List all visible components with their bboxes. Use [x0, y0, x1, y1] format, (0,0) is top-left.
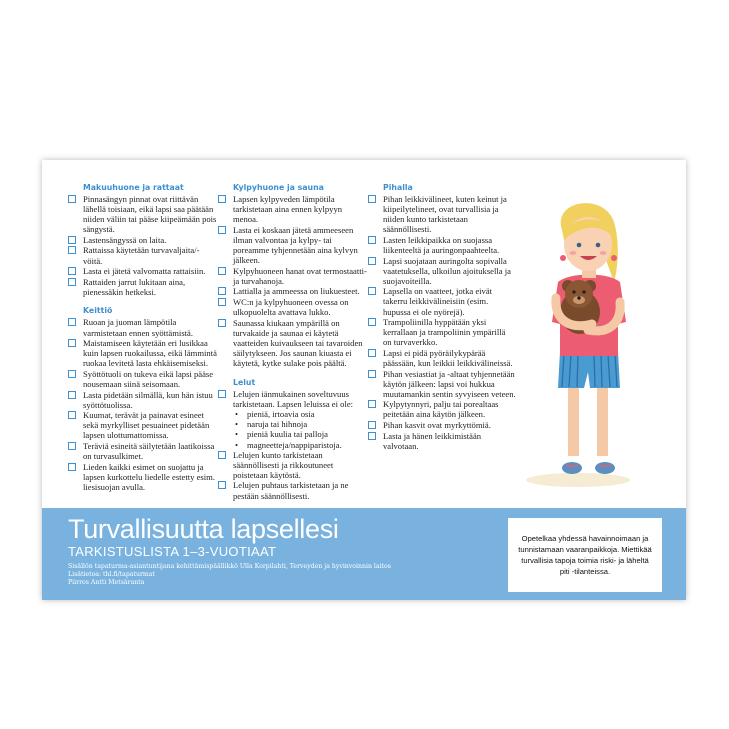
checkbox-icon: [218, 298, 226, 306]
item-text: Teräviä esineitä säilytetään laatikoissa on turvasulkimet.: [83, 441, 215, 462]
checklist-item: [218, 318, 368, 368]
checklist-item: [368, 399, 516, 419]
item-text: Lapsella on vaatteet, jotka eivät takerru leikkivälineisiin (esim. hupussa ei ole nyörejä).: [383, 286, 493, 317]
section-title-kitchen: Keittiö: [83, 306, 113, 316]
girl-with-teddy-bear-icon: [522, 190, 646, 490]
checkbox-icon: [218, 267, 226, 275]
checklist-item: [68, 194, 218, 234]
item-text: Lapsi ei pidä pyöräilykypärää päässään, kun leikkii leikkivälineissä.: [383, 347, 513, 368]
item-text: Lelujen iänmukainen soveltuvuus tarkistetaan. Lapsen leluissa ei ole:: [233, 388, 354, 409]
column-1: [68, 182, 218, 493]
item-text: Lasten leikkipaikka on suojassa liikenteeltä ja auringonpaahteelta.: [383, 234, 500, 255]
checklist-item: [218, 286, 368, 296]
item-text: Rattaiden jarrut lukitaan aina, pienessäkin hetkeksi.: [83, 276, 186, 297]
credit-line: Sisällön tapaturma-asiantuntijana kehittämispäällikkö Ulla Korpilahti, Terveyden ja hyvinvoinnin laitos: [68, 563, 391, 570]
checklist-item: [368, 317, 516, 347]
checklist-item: [68, 441, 218, 461]
list-item: • naruja tai hihnoja: [233, 419, 368, 429]
checklist-item: [218, 480, 368, 500]
checkbox-icon: [218, 319, 226, 327]
item-text: Pihan vesiastiat ja -altaat tyhjennetään käytön jälkeen: lapsi voi hukkua muutamankin sentin syvyiseen veteen.: [383, 368, 516, 399]
checklist-item: [68, 410, 218, 440]
item-text: Rattaissa käytetään turvavaljaita/-vöitä.: [83, 245, 200, 266]
checklist-item: [368, 348, 516, 368]
checkbox-icon: [368, 236, 376, 244]
section-title-bathroom: Kylpyhuone ja sauna: [233, 183, 324, 192]
checkbox-icon: [68, 195, 76, 203]
checkbox-icon: [68, 391, 76, 399]
list-item: • pieniä kuulia tai palloja: [233, 429, 368, 439]
credit-line: Piirros Antti Metsäranta: [68, 579, 145, 586]
checklist-item: [68, 245, 218, 265]
checklist-item: [368, 431, 516, 451]
item-text: Syöttötuoli on tukeva eikä lapsi pääse nousemaan siinä seisomaan.: [83, 368, 214, 389]
checklist-item: [68, 277, 218, 297]
checkbox-icon: [368, 432, 376, 440]
checkbox-icon: [218, 195, 226, 203]
checklist-item: [218, 297, 368, 317]
checklist-item: [68, 390, 218, 410]
item-text: Pihan leikkivälineet, kuten keinut ja kiipeilytelineet, ovat turvallisia ja niiden kunto tarkistetaan säännöllisesti.: [383, 194, 507, 235]
toy-hazard-list: [218, 409, 368, 449]
section-title-bedroom: Makuuhuone ja rattaat: [83, 183, 184, 192]
section-title-toys: Lelut: [233, 377, 256, 387]
column-3: [368, 182, 516, 451]
item-text: WC:n ja kylpyhuoneen ovessa on ulkopuolelta avattava lukko.: [233, 296, 349, 318]
checkbox-icon: [68, 442, 76, 450]
checkbox-icon: [68, 236, 76, 244]
checklist-item: [68, 338, 218, 368]
checklist-item: [68, 462, 218, 492]
checkbox-icon: [68, 318, 76, 326]
column-2: [218, 182, 368, 501]
checklist-item: [68, 235, 218, 245]
checklist-item: [368, 369, 516, 399]
checklist-item: [218, 389, 368, 409]
checkbox-icon: [68, 370, 76, 378]
checkbox-icon: [218, 287, 226, 295]
checklist-item: [368, 420, 516, 430]
checklist-item: [218, 266, 368, 286]
checklist-item: [68, 317, 218, 337]
checklist-item: [68, 266, 218, 276]
item-text: Pinnasängyn pinnat ovat riittävän lähellä toisiaan, eikä lapsi saa päätään niiden väliin tai pääse kiipeämään pois sängystä.: [83, 194, 217, 235]
item-text: Kylpytynnyri, palju tai porealtaas peitetään aina käytön jälkeen.: [383, 399, 499, 420]
checkbox-icon: [368, 318, 376, 326]
checklist-item: [68, 369, 218, 389]
section-title-yard: Pihalla: [383, 183, 413, 192]
item-text: Lelujen kunto tarkistetaan säännöllisesti ja rikkoutuneet poistetaan käytöstä.: [233, 449, 334, 480]
item-text: Lapsi suojataan auringolta sopivalla vaatetuksella, ulkoilun ajoituksella ja suojavoiteilla.: [383, 255, 511, 286]
checklist-item: [368, 235, 516, 255]
checkbox-icon: [218, 481, 226, 489]
item-text: Lelujen puhtaus tarkistetaan ja ne pestään säännöllisesti.: [233, 480, 349, 501]
checklist-item: [368, 194, 516, 234]
checklist-item: [218, 450, 368, 480]
item-text: Lieden kaikki esimet on suojattu ja lapsen kurkottelu liedelle estetty esim. liesisuojan avulla.: [83, 461, 215, 492]
item-text: Trampoliinilla hyppätään yksi kerrallaan ja trampoliinin ympärillä on turvaverkko.: [383, 317, 506, 348]
checklist-item: [368, 256, 516, 286]
checkbox-icon: [68, 246, 76, 254]
checkbox-icon: [68, 267, 76, 275]
item-text: Lasta ei koskaan jätetä ammeeseen ilman valvontaa ja kylpy- tai poreamme tyhjennetään aina kylvyn jälkeen.: [233, 224, 358, 266]
item-text: Pihan kasvit ovat myrkyttömiä.: [383, 420, 491, 431]
checklist-item: [218, 194, 368, 224]
item-text: Kylpyhuoneen hanat ovat termostaatti- ja turvahanoja.: [233, 265, 367, 286]
item-text: Lasta ja hänen leikkimistään valvotaan.: [383, 430, 482, 451]
poster-subtitle: TARKISTUSLISTA 1–3-VUOTIAAT: [68, 544, 277, 559]
item-text: Kuumat, terävät ja painavat esineet sekä myrkylliset pesuaineet pidetään lapsen ulottumattomissa.: [83, 410, 210, 441]
checklist-poster: [42, 160, 686, 600]
poster-title: Turvallisuutta lapsellesi: [68, 514, 339, 544]
item-text: Lastensängyssä on laita.: [83, 234, 167, 245]
checkbox-icon: [68, 411, 76, 419]
credit-line: Lisätietoa: thl.fi/tapaturmat: [68, 571, 155, 578]
tip-text: Opetelkaa yhdessä havainnoimaan ja tunnistamaan vaaranpaikkoja. Miettikää turvallisia tapoja toimia riski- ja läheltä piti -tilanteissa.: [518, 534, 652, 576]
item-text: Ruoan ja juoman lämpötila varmistetaan ennen syöttämistä.: [83, 317, 194, 338]
tip-box: [508, 518, 662, 592]
checkbox-icon: [218, 226, 226, 234]
checkbox-icon: [218, 390, 226, 398]
checkbox-icon: [368, 195, 376, 203]
item-text: Lasta ei jätetä valvomatta rattaisiin.: [83, 266, 206, 277]
item-text: Lasta pidetään silmällä, kun hän istuu syöttötuolissa.: [83, 389, 213, 410]
item-text: Saunassa kiukaan ympärillä on turvakaide ja saunaa ei käytetä vaatteiden kuivaukseen tai tavaroiden säilytykseen. Jos saunan kiuasta ei käytetä, kytke sulake pois päältä.: [233, 317, 363, 368]
item-text: Maistamiseen käytetään eri lusikkaa kuin lapsen ruokailussa, eikä lämmintä ruokaa levitetä lasta ehkäisemiseksi.: [83, 338, 217, 369]
list-item: • pieniä, irtoavia osia: [233, 409, 368, 419]
checkbox-icon: [218, 451, 226, 459]
checkbox-icon: [368, 257, 376, 265]
checkbox-icon: [368, 287, 376, 295]
checklist-item: [218, 225, 368, 265]
checkbox-icon: [368, 370, 376, 378]
checkbox-icon: [368, 421, 376, 429]
checklist-item: [368, 286, 516, 316]
item-text: Lattialla ja ammeessa on liukuesteet.: [233, 286, 360, 297]
checkbox-icon: [68, 278, 76, 286]
list-item: • magneetteja/nappiparistoja.: [233, 440, 368, 450]
checkbox-icon: [368, 349, 376, 357]
checkbox-icon: [68, 463, 76, 471]
checkbox-icon: [368, 400, 376, 408]
checkbox-icon: [68, 339, 76, 347]
item-text: Lapsen kylpyveden lämpötila tarkistetaan aina ennen kylpyyn menoa.: [233, 194, 343, 225]
footer-band: [42, 508, 686, 600]
